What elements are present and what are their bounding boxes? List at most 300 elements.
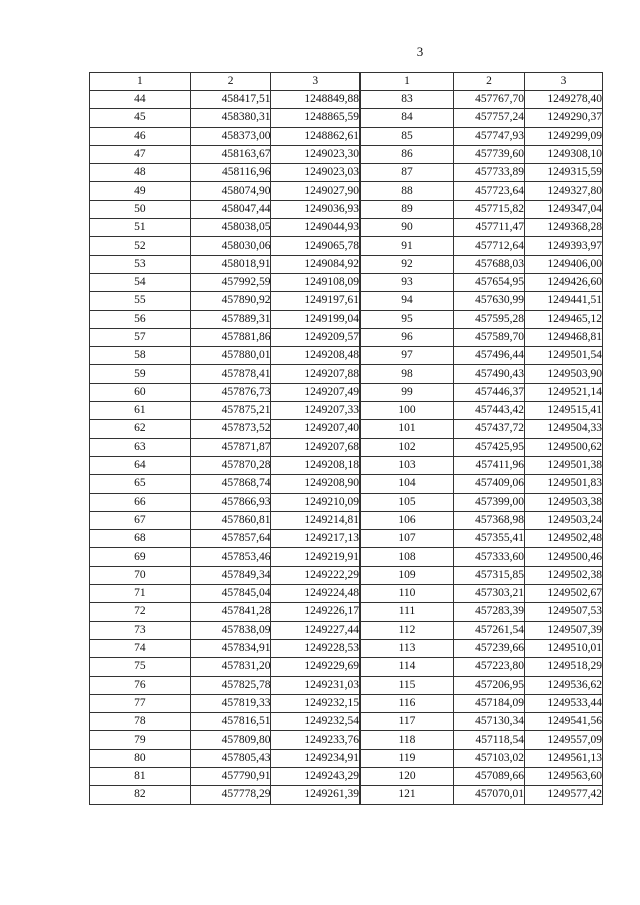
x-coordinate-cell: 457630,99: [454, 292, 525, 310]
point-number-cell: 118: [361, 731, 454, 749]
point-number-cell: 76: [90, 676, 191, 694]
table-row: [361, 273, 603, 291]
table-row: [90, 566, 360, 584]
y-coordinate-cell: 1249502,38: [525, 566, 603, 584]
point-number-cell: 94: [361, 292, 454, 310]
x-coordinate-cell: 457399,00: [454, 493, 525, 511]
point-number-cell: 84: [361, 109, 454, 127]
point-number-cell: 79: [90, 731, 191, 749]
y-coordinate-cell: 1249308,10: [525, 145, 603, 163]
point-number-cell: 64: [90, 456, 191, 474]
y-coordinate-cell: 1249224,48: [271, 585, 360, 603]
table-row: [361, 237, 603, 255]
y-coordinate-cell: 1249209,57: [271, 328, 360, 346]
x-coordinate-cell: 457809,80: [190, 731, 271, 749]
table-row: [361, 548, 603, 566]
table-row: [90, 694, 360, 712]
x-coordinate-cell: 457715,82: [454, 200, 525, 218]
column-header-point-number: 1: [90, 73, 191, 91]
x-coordinate-cell: 457889,31: [190, 310, 271, 328]
x-coordinate-cell: 457733,89: [454, 164, 525, 182]
point-number-cell: 85: [361, 127, 454, 145]
point-number-cell: 72: [90, 603, 191, 621]
point-number-cell: 62: [90, 420, 191, 438]
x-coordinate-cell: 457103,02: [454, 749, 525, 767]
table-row: [361, 585, 603, 603]
x-coordinate-cell: 457723,64: [454, 182, 525, 200]
x-coordinate-cell: 457739,60: [454, 145, 525, 163]
table-row: [361, 91, 603, 109]
y-coordinate-cell: 1249065,78: [271, 237, 360, 255]
y-coordinate-cell: 1249441,51: [525, 292, 603, 310]
y-coordinate-cell: 1249044,93: [271, 219, 360, 237]
table-row: [361, 127, 603, 145]
y-coordinate-cell: 1249023,30: [271, 145, 360, 163]
y-coordinate-cell: 1249501,54: [525, 347, 603, 365]
table-row: [361, 676, 603, 694]
y-coordinate-cell: 1249502,48: [525, 530, 603, 548]
x-coordinate-cell: 457355,41: [454, 530, 525, 548]
table-header-row: [361, 73, 603, 91]
y-coordinate-cell: 1249465,12: [525, 310, 603, 328]
y-coordinate-cell: 1249226,17: [271, 603, 360, 621]
table-row: [361, 365, 603, 383]
point-number-cell: 73: [90, 621, 191, 639]
coordinates-table-right: [360, 72, 603, 805]
point-number-cell: 101: [361, 420, 454, 438]
table-row: [90, 731, 360, 749]
x-coordinate-cell: 457490,43: [454, 365, 525, 383]
y-coordinate-cell: 1249368,28: [525, 219, 603, 237]
x-coordinate-cell: 458074,90: [190, 182, 271, 200]
table-row: [90, 383, 360, 401]
y-coordinate-cell: 1249108,09: [271, 273, 360, 291]
point-number-cell: 57: [90, 328, 191, 346]
point-number-cell: 105: [361, 493, 454, 511]
point-number-cell: 50: [90, 200, 191, 218]
page-number: 3: [416, 44, 424, 59]
table-row: [90, 420, 360, 438]
y-coordinate-cell: 1249222,29: [271, 566, 360, 584]
point-number-cell: 114: [361, 658, 454, 676]
point-number-cell: 100: [361, 402, 454, 420]
point-number-cell: 91: [361, 237, 454, 255]
y-coordinate-cell: 1249208,18: [271, 456, 360, 474]
point-number-cell: 86: [361, 145, 454, 163]
x-coordinate-cell: 457443,42: [454, 402, 525, 420]
y-coordinate-cell: 1249557,09: [525, 731, 603, 749]
y-coordinate-cell: 1249214,81: [271, 511, 360, 529]
point-number-cell: 120: [361, 767, 454, 785]
x-coordinate-cell: 457261,54: [454, 621, 525, 639]
x-coordinate-cell: 457890,92: [190, 292, 271, 310]
y-coordinate-cell: 1249233,76: [271, 731, 360, 749]
table-row: [90, 145, 360, 163]
point-number-cell: 65: [90, 475, 191, 493]
x-coordinate-cell: 457654,95: [454, 273, 525, 291]
table-row: [361, 713, 603, 731]
point-number-cell: 110: [361, 585, 454, 603]
y-coordinate-cell: 1249231,03: [271, 676, 360, 694]
table-row: [361, 420, 603, 438]
point-number-cell: 71: [90, 585, 191, 603]
point-number-cell: 119: [361, 749, 454, 767]
point-number-cell: 108: [361, 548, 454, 566]
point-number-cell: 48: [90, 164, 191, 182]
y-coordinate-cell: 1249217,13: [271, 530, 360, 548]
point-number-cell: 115: [361, 676, 454, 694]
table-row: [90, 749, 360, 767]
x-coordinate-cell: 458163,67: [190, 145, 271, 163]
y-coordinate-cell: 1249232,15: [271, 694, 360, 712]
point-number-cell: 109: [361, 566, 454, 584]
x-coordinate-cell: 457589,70: [454, 328, 525, 346]
table-row: [361, 200, 603, 218]
point-number-cell: 82: [90, 786, 191, 804]
point-number-cell: 67: [90, 511, 191, 529]
point-number-cell: 97: [361, 347, 454, 365]
x-coordinate-cell: 457595,28: [454, 310, 525, 328]
table-row: [90, 328, 360, 346]
point-number-cell: 81: [90, 767, 191, 785]
table-row: [90, 438, 360, 456]
point-number-cell: 116: [361, 694, 454, 712]
x-coordinate-cell: 457409,06: [454, 475, 525, 493]
point-number-cell: 78: [90, 713, 191, 731]
y-coordinate-cell: 1249227,44: [271, 621, 360, 639]
x-coordinate-cell: 457819,33: [190, 694, 271, 712]
y-coordinate-cell: 1249563,60: [525, 767, 603, 785]
y-coordinate-cell: 1249232,54: [271, 713, 360, 731]
point-number-cell: 99: [361, 383, 454, 401]
point-number-cell: 46: [90, 127, 191, 145]
y-coordinate-cell: 1249290,37: [525, 109, 603, 127]
table-row: [361, 639, 603, 657]
y-coordinate-cell: 1249208,90: [271, 475, 360, 493]
point-number-cell: 63: [90, 438, 191, 456]
x-coordinate-cell: 457880,01: [190, 347, 271, 365]
point-number-cell: 58: [90, 347, 191, 365]
point-number-cell: 52: [90, 237, 191, 255]
point-number-cell: 69: [90, 548, 191, 566]
table-row: [361, 621, 603, 639]
y-coordinate-cell: 1249501,83: [525, 475, 603, 493]
x-coordinate-cell: 457118,54: [454, 731, 525, 749]
point-number-cell: 70: [90, 566, 191, 584]
table-row: [361, 145, 603, 163]
point-number-cell: 111: [361, 603, 454, 621]
point-number-cell: 68: [90, 530, 191, 548]
y-coordinate-cell: 1249084,92: [271, 255, 360, 273]
point-number-cell: 96: [361, 328, 454, 346]
y-coordinate-cell: 1249503,24: [525, 511, 603, 529]
y-coordinate-cell: 1249468,81: [525, 328, 603, 346]
table-row: [361, 749, 603, 767]
y-coordinate-cell: 1249207,33: [271, 402, 360, 420]
table-row: [90, 127, 360, 145]
x-coordinate-cell: 457838,09: [190, 621, 271, 639]
point-number-cell: 44: [90, 91, 191, 109]
x-coordinate-cell: 457871,87: [190, 438, 271, 456]
x-coordinate-cell: 458116,96: [190, 164, 271, 182]
y-coordinate-cell: 1249536,62: [525, 676, 603, 694]
table-row: [361, 786, 603, 804]
y-coordinate-cell: 1249234,91: [271, 749, 360, 767]
table-row: [90, 365, 360, 383]
coordinates-table-left: [89, 72, 360, 805]
y-coordinate-cell: 1249199,04: [271, 310, 360, 328]
y-coordinate-cell: 1249207,49: [271, 383, 360, 401]
x-coordinate-cell: 457853,46: [190, 548, 271, 566]
table-row: [361, 347, 603, 365]
point-number-cell: 75: [90, 658, 191, 676]
table-row: [90, 639, 360, 657]
y-coordinate-cell: 1249501,38: [525, 456, 603, 474]
y-coordinate-cell: 1249208,48: [271, 347, 360, 365]
table-row: [90, 511, 360, 529]
y-coordinate-cell: 1249500,46: [525, 548, 603, 566]
x-coordinate-cell: 457089,66: [454, 767, 525, 785]
point-number-cell: 106: [361, 511, 454, 529]
y-coordinate-cell: 1249577,42: [525, 786, 603, 804]
point-number-cell: 53: [90, 255, 191, 273]
y-coordinate-cell: 1249207,88: [271, 365, 360, 383]
x-coordinate-cell: 458030,06: [190, 237, 271, 255]
table-row: [90, 621, 360, 639]
y-coordinate-cell: 1249207,68: [271, 438, 360, 456]
y-coordinate-cell: 1249229,69: [271, 658, 360, 676]
x-coordinate-cell: 457130,34: [454, 713, 525, 731]
table-row: [90, 658, 360, 676]
y-coordinate-cell: 1249347,04: [525, 200, 603, 218]
y-coordinate-cell: 1249426,60: [525, 273, 603, 291]
y-coordinate-cell: 1249515,41: [525, 402, 603, 420]
table-row: [90, 585, 360, 603]
x-coordinate-cell: 457857,64: [190, 530, 271, 548]
table-row: [361, 530, 603, 548]
table-header-row: [90, 73, 360, 91]
point-number-cell: 77: [90, 694, 191, 712]
x-coordinate-cell: 457368,98: [454, 511, 525, 529]
table-row: [361, 219, 603, 237]
table-row: [361, 767, 603, 785]
x-coordinate-cell: 457868,74: [190, 475, 271, 493]
y-coordinate-cell: 1249561,13: [525, 749, 603, 767]
table-row: [90, 200, 360, 218]
y-coordinate-cell: 1249510,01: [525, 639, 603, 657]
y-coordinate-cell: 1249503,38: [525, 493, 603, 511]
table-row: [90, 109, 360, 127]
x-coordinate-cell: 457841,28: [190, 603, 271, 621]
x-coordinate-cell: 457496,44: [454, 347, 525, 365]
table-row: [90, 475, 360, 493]
x-coordinate-cell: 457303,21: [454, 585, 525, 603]
x-coordinate-cell: 457878,41: [190, 365, 271, 383]
point-number-cell: 74: [90, 639, 191, 657]
table-row: [90, 91, 360, 109]
table-row: [361, 402, 603, 420]
table-row: [90, 347, 360, 365]
x-coordinate-cell: 457881,86: [190, 328, 271, 346]
x-coordinate-cell: 457992,59: [190, 273, 271, 291]
x-coordinate-cell: 457860,81: [190, 511, 271, 529]
x-coordinate-cell: 458380,31: [190, 109, 271, 127]
y-coordinate-cell: 1249315,59: [525, 164, 603, 182]
x-coordinate-cell: 457283,39: [454, 603, 525, 621]
point-number-cell: 54: [90, 273, 191, 291]
table-row: [90, 255, 360, 273]
x-coordinate-cell: 457767,70: [454, 91, 525, 109]
point-number-cell: 98: [361, 365, 454, 383]
y-coordinate-cell: 1249521,14: [525, 383, 603, 401]
x-coordinate-cell: 457437,72: [454, 420, 525, 438]
y-coordinate-cell: 1249507,39: [525, 621, 603, 639]
point-number-cell: 95: [361, 310, 454, 328]
point-number-cell: 121: [361, 786, 454, 804]
column-header-y: 3: [271, 73, 360, 91]
y-coordinate-cell: 1249518,29: [525, 658, 603, 676]
table-row: [361, 438, 603, 456]
table-row: [90, 676, 360, 694]
point-number-cell: 102: [361, 438, 454, 456]
y-coordinate-cell: 1249406,00: [525, 255, 603, 273]
table-row: [90, 603, 360, 621]
x-coordinate-cell: 458038,05: [190, 219, 271, 237]
y-coordinate-cell: 1249261,39: [271, 786, 360, 804]
x-coordinate-cell: 457446,37: [454, 383, 525, 401]
x-coordinate-cell: 457315,85: [454, 566, 525, 584]
table-row: [361, 603, 603, 621]
y-coordinate-cell: 1249533,44: [525, 694, 603, 712]
x-coordinate-cell: 457712,64: [454, 237, 525, 255]
y-coordinate-cell: 1249228,53: [271, 639, 360, 657]
table-row: [361, 511, 603, 529]
y-coordinate-cell: 1249023,03: [271, 164, 360, 182]
table-row: [90, 530, 360, 548]
y-coordinate-cell: 1249504,33: [525, 420, 603, 438]
x-coordinate-cell: 457757,24: [454, 109, 525, 127]
table-row: [90, 786, 360, 804]
point-number-cell: 47: [90, 145, 191, 163]
point-number-cell: 61: [90, 402, 191, 420]
x-coordinate-cell: 457223,80: [454, 658, 525, 676]
x-coordinate-cell: 457239,66: [454, 639, 525, 657]
x-coordinate-cell: 457831,20: [190, 658, 271, 676]
point-number-cell: 90: [361, 219, 454, 237]
table-row: [90, 237, 360, 255]
point-number-cell: 92: [361, 255, 454, 273]
column-header-x: 2: [190, 73, 271, 91]
point-number-cell: 89: [361, 200, 454, 218]
table-row: [90, 456, 360, 474]
x-coordinate-cell: 458047,44: [190, 200, 271, 218]
x-coordinate-cell: 457747,93: [454, 127, 525, 145]
point-number-cell: 88: [361, 182, 454, 200]
table-row: [361, 731, 603, 749]
x-coordinate-cell: 457411,96: [454, 456, 525, 474]
y-coordinate-cell: 1249327,80: [525, 182, 603, 200]
point-number-cell: 112: [361, 621, 454, 639]
point-number-cell: 45: [90, 109, 191, 127]
x-coordinate-cell: 457845,04: [190, 585, 271, 603]
y-coordinate-cell: 1249507,53: [525, 603, 603, 621]
table-row: [90, 767, 360, 785]
point-number-cell: 93: [361, 273, 454, 291]
point-number-cell: 66: [90, 493, 191, 511]
table-row: [361, 182, 603, 200]
x-coordinate-cell: 457849,34: [190, 566, 271, 584]
point-number-cell: 51: [90, 219, 191, 237]
table-row: [90, 310, 360, 328]
point-number-cell: 87: [361, 164, 454, 182]
table-row: [90, 219, 360, 237]
point-number-cell: 80: [90, 749, 191, 767]
column-header-point-number: 1: [361, 73, 454, 91]
y-coordinate-cell: 1249500,62: [525, 438, 603, 456]
table-row: [361, 255, 603, 273]
table-row: [90, 164, 360, 182]
point-number-cell: 56: [90, 310, 191, 328]
y-coordinate-cell: 1249197,61: [271, 292, 360, 310]
table-row: [90, 713, 360, 731]
y-coordinate-cell: 1248865,59: [271, 109, 360, 127]
table-row: [361, 292, 603, 310]
table-row: [361, 456, 603, 474]
y-coordinate-cell: 1249503,90: [525, 365, 603, 383]
table-row: [90, 292, 360, 310]
point-number-cell: 55: [90, 292, 191, 310]
x-coordinate-cell: 457870,28: [190, 456, 271, 474]
x-coordinate-cell: 457875,21: [190, 402, 271, 420]
point-number-cell: 60: [90, 383, 191, 401]
point-number-cell: 103: [361, 456, 454, 474]
point-number-cell: 117: [361, 713, 454, 731]
table-row: [361, 328, 603, 346]
y-coordinate-cell: 1248862,61: [271, 127, 360, 145]
x-coordinate-cell: 457184,09: [454, 694, 525, 712]
table-row: [361, 658, 603, 676]
point-number-cell: 83: [361, 91, 454, 109]
column-header-y: 3: [525, 73, 603, 91]
point-number-cell: 113: [361, 639, 454, 657]
table-row: [90, 493, 360, 511]
table-row: [90, 182, 360, 200]
y-coordinate-cell: 1249393,97: [525, 237, 603, 255]
x-coordinate-cell: 457805,43: [190, 749, 271, 767]
y-coordinate-cell: 1249278,40: [525, 91, 603, 109]
x-coordinate-cell: 457711,47: [454, 219, 525, 237]
table-row: [361, 310, 603, 328]
x-coordinate-cell: 457876,73: [190, 383, 271, 401]
x-coordinate-cell: 457778,29: [190, 786, 271, 804]
table-row: [361, 109, 603, 127]
point-number-cell: 49: [90, 182, 191, 200]
x-coordinate-cell: 457873,52: [190, 420, 271, 438]
point-number-cell: 107: [361, 530, 454, 548]
table-row: [361, 164, 603, 182]
y-coordinate-cell: 1249036,93: [271, 200, 360, 218]
y-coordinate-cell: 1249027,90: [271, 182, 360, 200]
x-coordinate-cell: 457825,78: [190, 676, 271, 694]
table-row: [90, 273, 360, 291]
x-coordinate-cell: 457834,91: [190, 639, 271, 657]
table-row: [361, 383, 603, 401]
x-coordinate-cell: 457866,93: [190, 493, 271, 511]
x-coordinate-cell: 457333,60: [454, 548, 525, 566]
table-row: [361, 694, 603, 712]
x-coordinate-cell: 457688,03: [454, 255, 525, 273]
table-row: [361, 566, 603, 584]
